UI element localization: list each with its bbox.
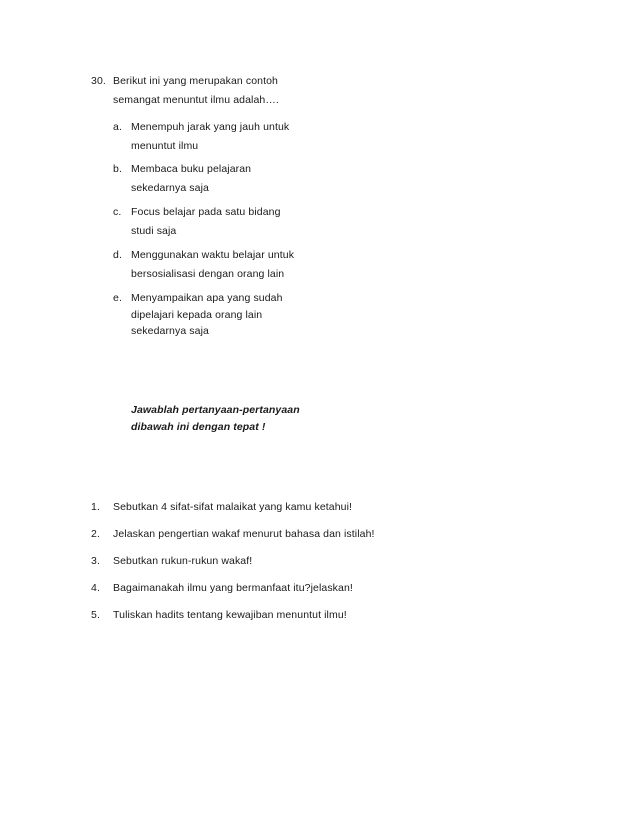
option-text-line: Menempuh jarak yang jauh untuk	[131, 121, 290, 133]
essay-question-number: 4.	[91, 582, 100, 594]
option-text-line: Membaca buku pelajaran	[131, 163, 252, 175]
essay-question-number: 3.	[91, 555, 100, 567]
question-number: 30.	[91, 75, 106, 87]
option-text-line: sekedarnya saja	[131, 182, 209, 194]
essay-question-text: Tuliskan hadits tentang kewajiban menuntut ilmu!	[113, 609, 347, 621]
essay-question-text: Jelaskan pengertian wakaf menurut bahasa dan istilah!	[113, 528, 375, 540]
option-text-line: sekedarnya saja	[131, 325, 209, 337]
option-text-line: bersosialisasi dengan orang lain	[131, 268, 285, 280]
essay-question-text: Sebutkan 4 sifat-sifat malaikat yang kamu ketahui!	[113, 501, 353, 513]
option-text-line: Menggunakan waktu belajar untuk	[131, 249, 295, 261]
option-text-line: Focus belajar pada satu bidang	[131, 206, 281, 218]
option-letter: b.	[113, 163, 122, 175]
essay-question-number: 2.	[91, 528, 100, 540]
option-letter: e.	[113, 292, 122, 304]
question-text-line: Berikut ini yang merupakan contoh	[113, 75, 278, 87]
option-text-line: studi saja	[131, 225, 177, 237]
option-letter: d.	[113, 249, 122, 261]
essay-question-text: Bagaimanakah ilmu yang bermanfaat itu?jelaskan!	[113, 582, 353, 594]
essay-question-text: Sebutkan rukun-rukun wakaf!	[113, 555, 253, 567]
question-text-line: semangat menuntut ilmu adalah….	[113, 94, 279, 106]
option-letter: c.	[113, 206, 122, 218]
essay-question-number: 5.	[91, 609, 100, 621]
option-text-line: Menyampaikan apa yang sudah	[131, 292, 283, 304]
instruction-line: Jawablah pertanyaan-pertanyaan	[131, 404, 300, 416]
option-text-line: menuntut ilmu	[131, 140, 199, 152]
option-text-line: dipelajari kepada orang lain	[131, 309, 263, 321]
instruction-line: dibawah ini dengan tepat !	[131, 421, 266, 433]
essay-question-number: 1.	[91, 501, 100, 513]
option-letter: a.	[113, 121, 122, 133]
